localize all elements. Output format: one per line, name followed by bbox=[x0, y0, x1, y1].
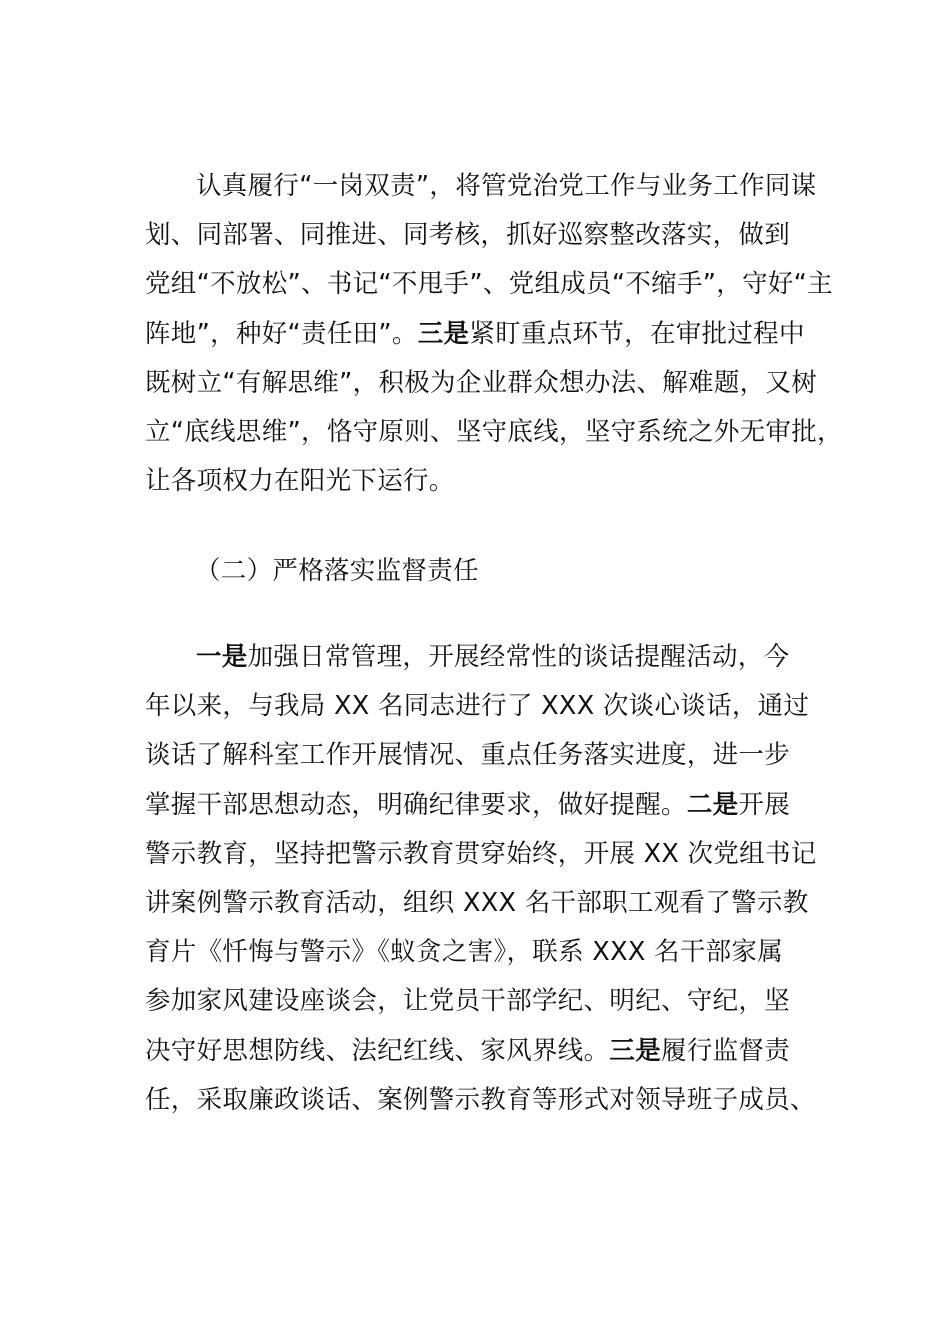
text-line: 任，采取廉政谈话、案例警示教育等形式对领导班子成员、 bbox=[145, 1084, 816, 1115]
paragraph-supervision bbox=[145, 633, 830, 1125]
text-line bbox=[145, 633, 830, 682]
text-line: 既树立“有解思维”，积极为企业群众想办法、解难题，又树 bbox=[145, 367, 818, 398]
text-line bbox=[145, 1027, 830, 1076]
text-line: 划、同部署、同推进、同考核，抓好巡察整改落实，做到 bbox=[145, 220, 791, 251]
text-line: 育片《忏悔与警示》《蚁贪之害》，联系 XXX 名干部家属 bbox=[145, 937, 784, 968]
text-line: 参加家风建设座谈会，让党员干部学纪、明纪、守纪，坚 bbox=[145, 986, 791, 1017]
text-run: 阵地”，种好“责任田”。 bbox=[145, 318, 418, 349]
bold-marker-first: 一是 bbox=[196, 642, 248, 672]
text-line bbox=[145, 310, 830, 359]
bold-marker-third: 三是 bbox=[417, 318, 470, 349]
text-line: 警示教育，坚持把警示教育贯穿始终，开展 XX 次党组书记 bbox=[145, 838, 817, 869]
text-run: 紧盯重点环节，在审批过程中 bbox=[469, 318, 805, 349]
text-line: 立“底线思维”，恪守原则、坚守底线，坚守系统之外无审批， bbox=[145, 416, 843, 447]
text-run: 开展 bbox=[738, 789, 791, 820]
text-line: 讲案例警示教育活动，组织 XXX 名干部职工观看了警示教 bbox=[145, 887, 809, 918]
text-line: 谈话了解科室工作开展情况、重点任务落实进度，进一步 bbox=[145, 740, 791, 771]
paragraph-party-responsibility bbox=[145, 162, 843, 506]
text-run: 决守好思想防线、法纪红线、家风界线。 bbox=[145, 1035, 610, 1066]
bold-marker-third: 三是 bbox=[609, 1035, 662, 1066]
text-run: 掌握干部思想动态，明确纪律要求，做好提醒。 bbox=[145, 789, 687, 820]
section-heading-supervision bbox=[145, 547, 830, 596]
text-line: 党组“不放松”、书记“不甩手”、党组成员“不缩手”，守好“主 bbox=[145, 269, 833, 300]
section-heading: （二）严格落实监督责任 bbox=[195, 556, 479, 586]
text-line: 让各项权力在阳光下运行。 bbox=[145, 466, 455, 497]
text-line: 年以来，与我局 XX 名同志进行了 XXX 次谈心谈话，通过 bbox=[145, 691, 810, 722]
text-line: 认真履行“一岗双责”，将管党治党工作与业务工作同谋 bbox=[196, 171, 817, 201]
text-run: 履行监督责 bbox=[661, 1035, 791, 1066]
text-run: 加强日常管理，开展经常性的谈话提醒活动，今 bbox=[247, 642, 790, 672]
bold-marker-second: 二是 bbox=[686, 789, 739, 820]
text-line bbox=[145, 781, 830, 830]
